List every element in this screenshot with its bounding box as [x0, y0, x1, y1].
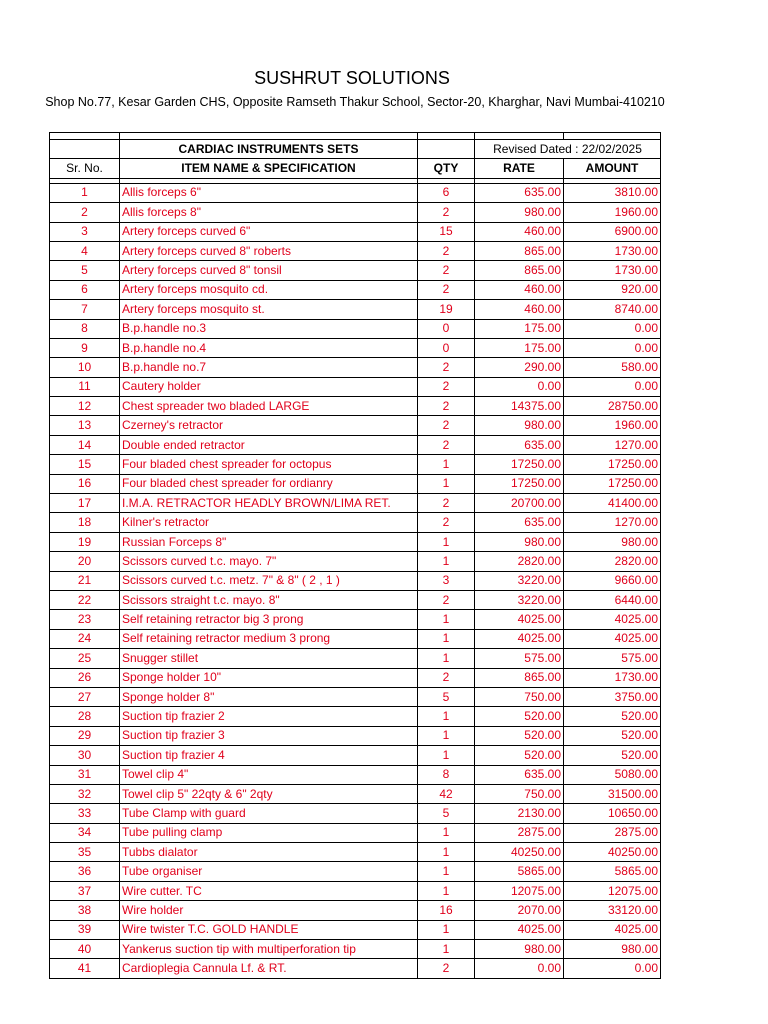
qty-cell: 19 — [418, 300, 475, 319]
item-name-cell: Suction tip frazier 3 — [120, 726, 418, 745]
qty-cell: 3 — [418, 571, 475, 590]
qty-cell: 5 — [418, 687, 475, 706]
amount-cell: 2820.00 — [564, 552, 661, 571]
item-name-cell: Suction tip frazier 2 — [120, 707, 418, 726]
amount-cell: 0.00 — [564, 959, 661, 978]
amount-cell: 0.00 — [564, 319, 661, 338]
qty-cell: 2 — [418, 435, 475, 454]
sr-cell: 21 — [50, 571, 120, 590]
qty-cell: 2 — [418, 416, 475, 435]
amount-cell: 1270.00 — [564, 435, 661, 454]
rate-cell: 980.00 — [475, 203, 564, 222]
amount-cell: 5865.00 — [564, 862, 661, 881]
table-row — [50, 474, 661, 493]
amount-cell: 3750.00 — [564, 687, 661, 706]
item-name-cell: Scissors curved t.c. metz. 7" & 8" ( 2 , 1 ) — [120, 571, 418, 590]
amount-cell: 17250.00 — [564, 474, 661, 493]
item-name-cell: Towel clip 5" 22qty & 6" 2qty — [120, 784, 418, 803]
sr-cell: 35 — [50, 843, 120, 862]
rate-cell: 635.00 — [475, 183, 564, 202]
sr-cell: 8 — [50, 319, 120, 338]
rate-cell: 520.00 — [475, 726, 564, 745]
qty-cell: 15 — [418, 222, 475, 241]
item-name-cell: Artery forceps curved 6" — [120, 222, 418, 241]
qty-cell: 6 — [418, 183, 475, 202]
amount-cell: 4025.00 — [564, 610, 661, 629]
qty-cell: 1 — [418, 552, 475, 571]
rate-cell: 4025.00 — [475, 610, 564, 629]
table-row — [50, 552, 661, 571]
sr-cell: 41 — [50, 959, 120, 978]
rate-cell: 865.00 — [475, 668, 564, 687]
amount-cell: 1730.00 — [564, 261, 661, 280]
rate-cell: 980.00 — [475, 940, 564, 959]
qty-cell: 1 — [418, 455, 475, 474]
qty-cell: 2 — [418, 668, 475, 687]
rate-cell: 865.00 — [475, 241, 564, 260]
table-row — [50, 784, 661, 803]
col-header-qty: QTY — [418, 159, 475, 178]
item-name-cell: Wire twister T.C. GOLD HANDLE — [120, 920, 418, 939]
sheet-title: CARDIAC INSTRUMENTS SETS — [120, 140, 418, 159]
table-row — [50, 416, 661, 435]
amount-cell: 12075.00 — [564, 881, 661, 900]
table-row — [50, 571, 661, 590]
item-name-cell: Artery forceps mosquito cd. — [120, 280, 418, 299]
rate-cell: 750.00 — [475, 784, 564, 803]
rate-cell: 3220.00 — [475, 571, 564, 590]
rate-cell: 290.00 — [475, 358, 564, 377]
sr-cell: 5 — [50, 261, 120, 280]
amount-cell: 17250.00 — [564, 455, 661, 474]
table-row — [50, 940, 661, 959]
rate-cell: 17250.00 — [475, 455, 564, 474]
table-row — [50, 804, 661, 823]
title-row — [50, 140, 661, 159]
item-name-cell: Kilner's retractor — [120, 513, 418, 532]
qty-cell: 2 — [418, 358, 475, 377]
rate-cell: 460.00 — [475, 300, 564, 319]
rate-cell: 14375.00 — [475, 397, 564, 416]
sr-cell: 2 — [50, 203, 120, 222]
amount-cell: 0.00 — [564, 338, 661, 357]
qty-cell: 2 — [418, 377, 475, 396]
table-row — [50, 901, 661, 920]
sr-cell: 23 — [50, 610, 120, 629]
rate-cell: 5865.00 — [475, 862, 564, 881]
sr-cell: 30 — [50, 746, 120, 765]
rate-cell: 635.00 — [475, 513, 564, 532]
qty-cell: 1 — [418, 843, 475, 862]
col-header-sr: Sr. No. — [50, 159, 120, 178]
amount-cell: 980.00 — [564, 940, 661, 959]
company-address: Shop No.77, Kesar Garden CHS, Opposite Ramseth Thakur School, Sector-20, Kharghar, Navi Mumbai-410210 — [45, 95, 665, 109]
table-row — [50, 881, 661, 900]
item-name-cell: Towel clip 4" — [120, 765, 418, 784]
amount-cell: 10650.00 — [564, 804, 661, 823]
table-row — [50, 668, 661, 687]
item-name-cell: Scissors straight t.c. mayo. 8" — [120, 590, 418, 609]
qty-cell: 2 — [418, 397, 475, 416]
amount-cell: 41400.00 — [564, 494, 661, 513]
sr-cell: 37 — [50, 881, 120, 900]
item-name-cell: B.p.handle no.4 — [120, 338, 418, 357]
amount-cell: 6440.00 — [564, 590, 661, 609]
sr-cell: 36 — [50, 862, 120, 881]
amount-cell: 0.00 — [564, 377, 661, 396]
item-name-cell: Snugger stillet — [120, 649, 418, 668]
table-row — [50, 377, 661, 396]
revised-date: Revised Dated : 22/02/2025 — [475, 140, 661, 159]
sr-cell: 18 — [50, 513, 120, 532]
sr-cell: 3 — [50, 222, 120, 241]
item-name-cell: Cardioplegia Cannula Lf. & RT. — [120, 959, 418, 978]
item-name-cell: Artery forceps curved 8" tonsil — [120, 261, 418, 280]
item-name-cell: B.p.handle no.3 — [120, 319, 418, 338]
amount-cell: 1730.00 — [564, 668, 661, 687]
qty-cell: 2 — [418, 494, 475, 513]
rate-cell: 4025.00 — [475, 629, 564, 648]
rate-cell: 17250.00 — [475, 474, 564, 493]
rate-cell: 865.00 — [475, 261, 564, 280]
amount-cell: 1960.00 — [564, 203, 661, 222]
sr-cell: 14 — [50, 435, 120, 454]
rate-cell: 460.00 — [475, 280, 564, 299]
qty-cell: 8 — [418, 765, 475, 784]
sr-cell: 38 — [50, 901, 120, 920]
rate-cell: 750.00 — [475, 687, 564, 706]
header-row — [50, 159, 661, 178]
table-row — [50, 610, 661, 629]
item-name-cell: Self retaining retractor big 3 prong — [120, 610, 418, 629]
sr-cell: 39 — [50, 920, 120, 939]
item-name-cell: Allis forceps 8" — [120, 203, 418, 222]
amount-cell: 980.00 — [564, 532, 661, 551]
amount-cell: 520.00 — [564, 707, 661, 726]
qty-cell: 1 — [418, 823, 475, 842]
table-row — [50, 590, 661, 609]
table-row — [50, 687, 661, 706]
item-name-cell: Tubbs dialator — [120, 843, 418, 862]
qty-cell: 1 — [418, 474, 475, 493]
amount-cell: 1730.00 — [564, 241, 661, 260]
table-row — [50, 823, 661, 842]
rate-cell: 0.00 — [475, 377, 564, 396]
table-row — [50, 319, 661, 338]
amount-cell: 1960.00 — [564, 416, 661, 435]
amount-cell: 33120.00 — [564, 901, 661, 920]
rate-cell: 12075.00 — [475, 881, 564, 900]
amount-cell: 8740.00 — [564, 300, 661, 319]
qty-cell: 2 — [418, 261, 475, 280]
sr-cell: 31 — [50, 765, 120, 784]
rate-cell: 635.00 — [475, 435, 564, 454]
sr-cell: 10 — [50, 358, 120, 377]
sr-cell: 33 — [50, 804, 120, 823]
sr-cell: 19 — [50, 532, 120, 551]
table-row — [50, 649, 661, 668]
rate-cell: 20700.00 — [475, 494, 564, 513]
sr-cell: 12 — [50, 397, 120, 416]
rate-cell: 520.00 — [475, 707, 564, 726]
amount-cell: 520.00 — [564, 746, 661, 765]
rate-cell: 4025.00 — [475, 920, 564, 939]
table-row — [50, 959, 661, 978]
table-row — [50, 183, 661, 202]
qty-cell: 1 — [418, 629, 475, 648]
table-row — [50, 513, 661, 532]
table-row — [50, 726, 661, 745]
item-name-cell: Artery forceps mosquito st. — [120, 300, 418, 319]
sr-cell: 24 — [50, 629, 120, 648]
qty-cell: 2 — [418, 513, 475, 532]
table-row — [50, 920, 661, 939]
item-name-cell: Tube Clamp with guard — [120, 804, 418, 823]
sr-cell: 13 — [50, 416, 120, 435]
rate-cell: 2820.00 — [475, 552, 564, 571]
amount-cell: 4025.00 — [564, 920, 661, 939]
table-row — [50, 435, 661, 454]
amount-cell: 575.00 — [564, 649, 661, 668]
item-name-cell: Yankerus suction tip with multiperforation tip — [120, 940, 418, 959]
sr-cell: 34 — [50, 823, 120, 842]
table-row — [50, 241, 661, 260]
qty-cell: 1 — [418, 920, 475, 939]
qty-cell: 1 — [418, 862, 475, 881]
item-name-cell: Tube pulling clamp — [120, 823, 418, 842]
table-row — [50, 494, 661, 513]
rate-cell: 2130.00 — [475, 804, 564, 823]
item-name-cell: Chest spreader two bladed LARGE — [120, 397, 418, 416]
sr-cell: 7 — [50, 300, 120, 319]
table-row — [50, 397, 661, 416]
sr-cell: 11 — [50, 377, 120, 396]
rate-cell: 520.00 — [475, 746, 564, 765]
table-row — [50, 843, 661, 862]
table-row — [50, 203, 661, 222]
table-row — [50, 862, 661, 881]
qty-cell: 1 — [418, 881, 475, 900]
company-name: SUSHRUT SOLUTIONS — [254, 68, 450, 88]
item-name-cell: Four bladed chest spreader for ordianry — [120, 474, 418, 493]
qty-cell: 0 — [418, 319, 475, 338]
col-header-rate: RATE — [475, 159, 564, 178]
item-name-cell: Sponge holder 8" — [120, 687, 418, 706]
amount-cell: 520.00 — [564, 726, 661, 745]
amount-cell: 920.00 — [564, 280, 661, 299]
rate-cell: 575.00 — [475, 649, 564, 668]
table-row — [50, 261, 661, 280]
table-row — [50, 455, 661, 474]
sr-cell: 29 — [50, 726, 120, 745]
table-row — [50, 532, 661, 551]
rate-cell: 0.00 — [475, 959, 564, 978]
table-row — [50, 707, 661, 726]
table-row — [50, 280, 661, 299]
amount-cell: 4025.00 — [564, 629, 661, 648]
item-name-cell: Double ended retractor — [120, 435, 418, 454]
rate-cell: 2070.00 — [475, 901, 564, 920]
rate-cell: 40250.00 — [475, 843, 564, 862]
table-row — [50, 300, 661, 319]
qty-cell: 5 — [418, 804, 475, 823]
qty-cell: 2 — [418, 959, 475, 978]
rate-cell: 460.00 — [475, 222, 564, 241]
item-name-cell: Artery forceps curved 8" roberts — [120, 241, 418, 260]
item-name-cell: Sponge holder 10" — [120, 668, 418, 687]
item-name-cell: I.M.A. RETRACTOR HEADLY BROWN/LIMA RET. — [120, 494, 418, 513]
amount-cell: 28750.00 — [564, 397, 661, 416]
item-name-cell: Tube organiser — [120, 862, 418, 881]
table-row — [50, 629, 661, 648]
qty-cell: 1 — [418, 532, 475, 551]
item-name-cell: Czerney's retractor — [120, 416, 418, 435]
sr-cell: 1 — [50, 183, 120, 202]
amount-cell: 40250.00 — [564, 843, 661, 862]
rate-cell: 635.00 — [475, 765, 564, 784]
rate-cell: 3220.00 — [475, 590, 564, 609]
qty-cell: 2 — [418, 280, 475, 299]
sr-cell: 25 — [50, 649, 120, 668]
amount-cell: 6900.00 — [564, 222, 661, 241]
sr-cell: 32 — [50, 784, 120, 803]
rate-cell: 2875.00 — [475, 823, 564, 842]
sr-cell: 15 — [50, 455, 120, 474]
sr-cell: 4 — [50, 241, 120, 260]
amount-cell: 2875.00 — [564, 823, 661, 842]
table-row — [50, 338, 661, 357]
rate-cell: 980.00 — [475, 532, 564, 551]
item-name-cell: Allis forceps 6" — [120, 183, 418, 202]
table-row — [50, 222, 661, 241]
sr-cell: 6 — [50, 280, 120, 299]
qty-cell: 2 — [418, 241, 475, 260]
sr-cell: 26 — [50, 668, 120, 687]
amount-cell: 5080.00 — [564, 765, 661, 784]
item-name-cell: Russian Forceps 8" — [120, 532, 418, 551]
qty-cell: 1 — [418, 746, 475, 765]
table-row — [50, 746, 661, 765]
table-row — [50, 358, 661, 377]
item-name-cell: Wire cutter. TC — [120, 881, 418, 900]
qty-cell: 2 — [418, 590, 475, 609]
item-name-cell: Four bladed chest spreader for octopus — [120, 455, 418, 474]
qty-cell: 2 — [418, 203, 475, 222]
sr-cell: 20 — [50, 552, 120, 571]
qty-cell: 1 — [418, 707, 475, 726]
qty-cell: 16 — [418, 901, 475, 920]
item-name-cell: B.p.handle no.7 — [120, 358, 418, 377]
amount-cell: 1270.00 — [564, 513, 661, 532]
amount-cell: 580.00 — [564, 358, 661, 377]
rate-cell: 175.00 — [475, 319, 564, 338]
spacer-row — [50, 133, 661, 140]
item-name-cell: Suction tip frazier 4 — [120, 746, 418, 765]
sr-cell: 17 — [50, 494, 120, 513]
qty-cell: 42 — [418, 784, 475, 803]
price-list-table — [49, 132, 661, 979]
sr-cell: 22 — [50, 590, 120, 609]
qty-cell: 1 — [418, 726, 475, 745]
amount-cell: 31500.00 — [564, 784, 661, 803]
sr-cell: 40 — [50, 940, 120, 959]
sr-cell: 16 — [50, 474, 120, 493]
qty-cell: 1 — [418, 649, 475, 668]
table-row — [50, 765, 661, 784]
rate-cell: 980.00 — [475, 416, 564, 435]
sr-cell: 28 — [50, 707, 120, 726]
item-name-cell: Scissors curved t.c. mayo. 7" — [120, 552, 418, 571]
qty-cell: 1 — [418, 940, 475, 959]
item-name-cell: Cautery holder — [120, 377, 418, 396]
item-name-cell: Wire holder — [120, 901, 418, 920]
rate-cell: 175.00 — [475, 338, 564, 357]
col-header-item: ITEM NAME & SPECIFICATION — [120, 159, 418, 178]
qty-cell: 1 — [418, 610, 475, 629]
col-header-amount: AMOUNT — [564, 159, 661, 178]
sr-cell: 9 — [50, 338, 120, 357]
qty-cell: 0 — [418, 338, 475, 357]
sr-cell: 27 — [50, 687, 120, 706]
amount-cell: 3810.00 — [564, 183, 661, 202]
item-name-cell: Self retaining retractor medium 3 prong — [120, 629, 418, 648]
amount-cell: 9660.00 — [564, 571, 661, 590]
